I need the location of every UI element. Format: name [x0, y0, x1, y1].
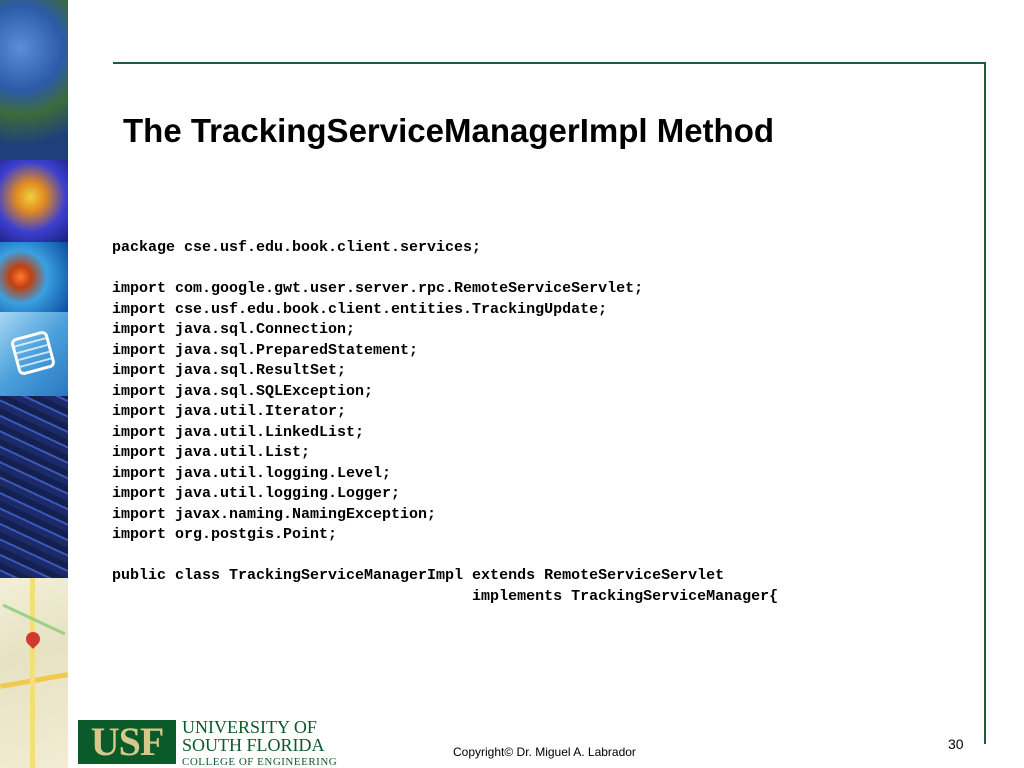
code-line: import java.util.LinkedList; — [112, 423, 365, 441]
decorative-image-strip — [0, 0, 68, 768]
circuit-image — [0, 396, 68, 578]
code-line: import com.google.gwt.user.server.rpc.RemoteServiceServlet; — [112, 280, 644, 297]
code-line: public class TrackingServiceManagerImpl extends RemoteServiceServlet — [112, 567, 725, 584]
code-line — [112, 259, 778, 280]
map-pin-icon — [23, 629, 43, 649]
code-block — [112, 238, 778, 607]
code-line: import cse.usf.edu.book.client.entities.TrackingUpdate; — [112, 300, 608, 318]
usf-logo — [78, 717, 338, 768]
brain-image — [0, 242, 68, 312]
usf-logo-text — [182, 718, 337, 768]
logo-line-2: SOUTH FLORIDA — [182, 735, 325, 755]
code-line: import java.sql.ResultSet; — [112, 362, 347, 379]
code-line: import javax.naming.NamingException; — [112, 505, 437, 523]
code-line — [112, 546, 778, 567]
phone-image — [0, 312, 68, 396]
code-line: package cse.usf.edu.book.client.services; — [112, 239, 482, 256]
slide-title: The TrackingServiceManagerImpl Method — [123, 112, 775, 149]
cartoon-satellite-image — [0, 160, 68, 242]
code-line: import java.util.logging.Logger; — [112, 485, 401, 502]
code-line: import java.sql.SQLException; — [112, 382, 374, 400]
copyright-text: Copyright© Dr. Miguel A. Labrador — [453, 745, 636, 759]
frame-right-line — [984, 62, 986, 744]
map-image — [0, 578, 68, 768]
usf-logo-mark: USF — [78, 720, 176, 764]
page-number: 30 — [948, 736, 964, 752]
code-line: import org.postgis.Point; — [112, 526, 338, 543]
earth-image — [0, 0, 68, 160]
code-line: implements TrackingServiceManager{ — [112, 587, 779, 605]
phone-icon — [10, 330, 57, 377]
code-line: import java.util.List; — [112, 444, 311, 461]
frame-top-line — [113, 62, 986, 64]
code-line: import java.util.Iterator; — [112, 403, 347, 420]
map-road — [30, 578, 35, 768]
code-line: import java.sql.Connection; — [112, 321, 356, 338]
code-line: import java.sql.PreparedStatement; — [112, 341, 419, 359]
logo-line-1: UNIVERSITY OF — [182, 717, 317, 737]
logo-line-3: COLLEGE OF ENGINEERING — [182, 756, 338, 768]
code-line: import java.util.logging.Level; — [112, 464, 392, 482]
